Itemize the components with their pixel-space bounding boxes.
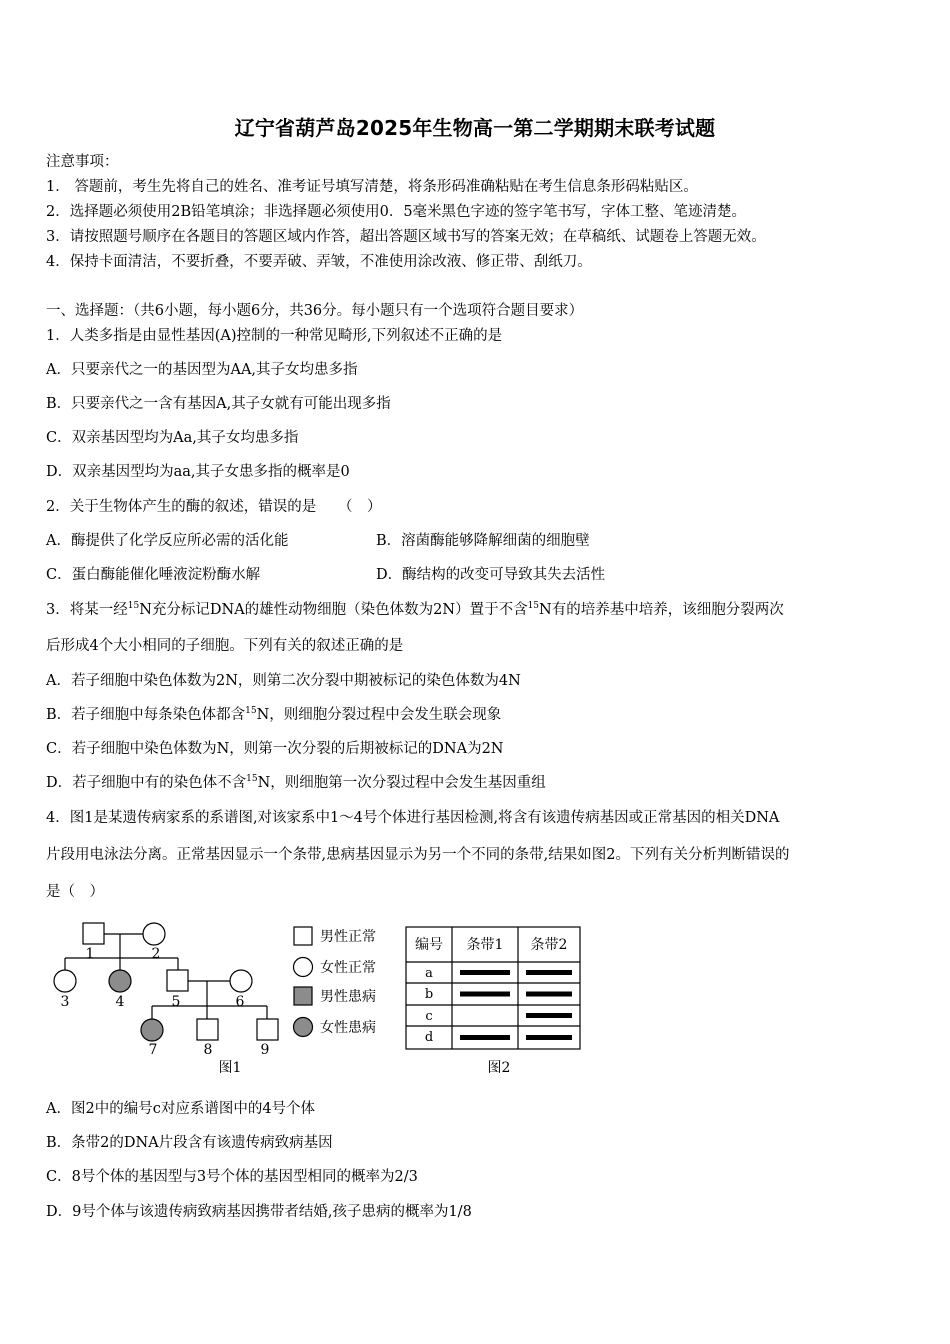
q1-option-c: C．双亲基因型均为Aa,其子女均患多指: [46, 430, 299, 446]
q2-stem: 2．关于生物体产生的酶的叙述，错误的是 （ ）: [46, 499, 382, 515]
q4-stem-line2: 片段用电泳法分离。正常基因显示一个条带,患病基因显示为另一个不同的条带,结果如图2。下列有关分析判断错误的: [46, 847, 790, 863]
q3-option-c: C．若子细胞中染色体数为N，则第一次分裂的后期被标记的DNA为2N: [46, 741, 504, 757]
band-b-1: [460, 992, 510, 997]
q2-option-b: B．溶菌酶能够降解细菌的细胞壁: [376, 533, 590, 549]
notice-item: 1． 答题前，考生先将自己的姓名、准考证号填写清楚，将条形码准确粘贴在考生信息条形码粘贴区。: [46, 179, 698, 195]
notice-heading: 注意事项：: [46, 154, 119, 170]
individual-6-female-normal: [230, 970, 252, 992]
q3-option-b: [46, 705, 501, 725]
q3-stem-part: 3．将某一经: [46, 602, 128, 618]
q2-option-c: C．蛋白酶能催化唾液淀粉酶水解: [46, 567, 261, 583]
q4-stem-line1: 4．图1是某遗传病家系的系谱图,对该家系中1～4号个体进行基因检测,将含有该遗传病基因或正常基因的相关DNA: [46, 810, 780, 826]
q1-option-d: D．双亲基因型均为aa,其子女患多指的概率是0: [46, 464, 350, 480]
individual-3-female-normal: [54, 970, 76, 992]
q3-superscript: 15: [246, 774, 258, 784]
legend-label: 女性正常: [320, 960, 376, 976]
q2-option-d: D．酶结构的改变可导致其失去活性: [376, 567, 606, 583]
pedigree-label: 2: [151, 946, 161, 962]
notice-item: 4．保持卡面清洁，不要折叠，不要弄破、弄皱，不准使用涂改液、修正带、刮纸刀。: [46, 254, 592, 270]
legend-label: 女性患病: [320, 1020, 376, 1036]
band-a-2: [526, 970, 572, 975]
q3-option-b-part: B．若子细胞中每条染色体都含: [46, 707, 246, 723]
pedigree-label: 4: [115, 994, 125, 1010]
band-a-1: [460, 970, 510, 975]
q1-option-a: A．只要亲代之一的基因型为AA,其子女均患多指: [46, 362, 358, 378]
notice-item: 3．请按照题号顺序在各题目的答题区域内作答，超出答题区域书写的答案无效；在草稿纸、试题卷上答题无效。: [46, 229, 766, 245]
q3-superscript: 15: [527, 601, 540, 611]
q3-stem-part: N有的培养基中培养，该细胞分裂两次: [539, 602, 784, 618]
q4-option-d: D．9号个体与该遗传病致病基因携带者结婚,孩子患病的概率为1/8: [46, 1204, 472, 1220]
individual-9-male-normal: [257, 1019, 278, 1040]
page-title: 辽宁省葫芦岛2025年生物高一第二学期期末联考试题: [234, 116, 716, 140]
legend-female-affected-icon: [294, 1018, 313, 1037]
q3-option-d-part: D．若子细胞中有的染色体不含: [46, 775, 247, 791]
q3-superscript: 15: [245, 706, 257, 716]
fig1-caption: 图1: [218, 1060, 242, 1076]
band-d-2: [526, 1035, 572, 1040]
q4-option-a: A．图2中的编号c对应系谱图中的4号个体: [46, 1101, 316, 1117]
q1-stem: 1．人类多指是由显性基因(A)控制的一种常见畸形,下列叙述不正确的是: [46, 328, 503, 344]
legend-male-affected-icon: [294, 987, 312, 1005]
individual-7-female-affected: [141, 1019, 163, 1041]
legend-male-normal-icon: [294, 927, 312, 945]
q3-option-d-part: N，则细胞第一次分裂过程中会发生基因重组: [257, 775, 546, 791]
table-row-label: b: [424, 987, 434, 1002]
q1-option-b: B．只要亲代之一含有基因A,其子女就有可能出现多指: [46, 396, 391, 412]
table-row-label: c: [425, 1009, 433, 1024]
individual-5-male-normal: [167, 970, 188, 991]
legend-label: 男性正常: [320, 929, 376, 945]
pedigree-label: 7: [148, 1042, 158, 1058]
q3-option-d: [46, 773, 546, 793]
pedigree-label: 9: [260, 1042, 270, 1058]
q4-stem-line3: 是（ ）: [46, 884, 104, 900]
pedigree-label: 3: [60, 994, 70, 1010]
section-heading: 一、选择题：（共6小题，每小题6分，共36分。每小题只有一个选项符合题目要求）: [46, 303, 584, 319]
table-header: 编号: [415, 937, 443, 953]
pedigree-label: 1: [85, 946, 95, 962]
q3-stem-line1: [46, 600, 784, 620]
table-row-label: a: [425, 966, 433, 981]
band-c-2: [526, 1013, 572, 1018]
notice-item: 2．选择题必须使用2B铅笔填涂；非选择题必须使用0．5毫米黑色字迹的签字笔书写，字体工整、笔迹清楚。: [46, 204, 747, 220]
individual-4-female-affected: [109, 970, 131, 992]
q2-options-row1: [46, 531, 926, 551]
table-row-label: d: [424, 1030, 434, 1045]
individual-2-female-normal: [143, 923, 165, 945]
pedigree-label: 5: [171, 994, 181, 1010]
fig2-caption: 图2: [487, 1060, 511, 1076]
q2-option-a: A．酶提供了化学反应所必需的活化能: [46, 533, 289, 549]
pedigree-label: 8: [203, 1042, 213, 1058]
q2-options-row2: [46, 565, 926, 585]
q3-option-b-part: N，则细胞分裂过程中会发生联会现象: [256, 707, 502, 723]
q3-stem-part: N充分标记DNA的雄性动物细胞（染色体数为2N）置于不含: [139, 602, 528, 618]
band-b-2: [526, 992, 572, 997]
table-header: 条带1: [466, 937, 504, 953]
legend-label: 男性患病: [320, 989, 376, 1005]
q4-option-b: B．条带2的DNA片段含有该遗传病致病基因: [46, 1135, 333, 1151]
band-d-1: [460, 1035, 510, 1040]
table-header: 条带2: [530, 937, 568, 953]
q3-option-a: A．若子细胞中染色体数为2N，则第二次分裂中期被标记的染色体数为4N: [46, 673, 521, 689]
legend-female-normal-icon: [294, 958, 313, 977]
individual-8-male-normal: [197, 1019, 218, 1040]
q4-option-c: C．8号个体的基因型与3号个体的基因型相同的概率为2/3: [46, 1169, 418, 1185]
q3-stem-line2: 后形成4个大小相同的子细胞。下列有关的叙述正确的是: [46, 638, 404, 654]
individual-1-male-normal: [83, 923, 104, 944]
genetics-figure: [40, 912, 600, 1082]
pedigree-label: 6: [235, 994, 245, 1010]
q3-superscript: 15: [127, 601, 140, 611]
